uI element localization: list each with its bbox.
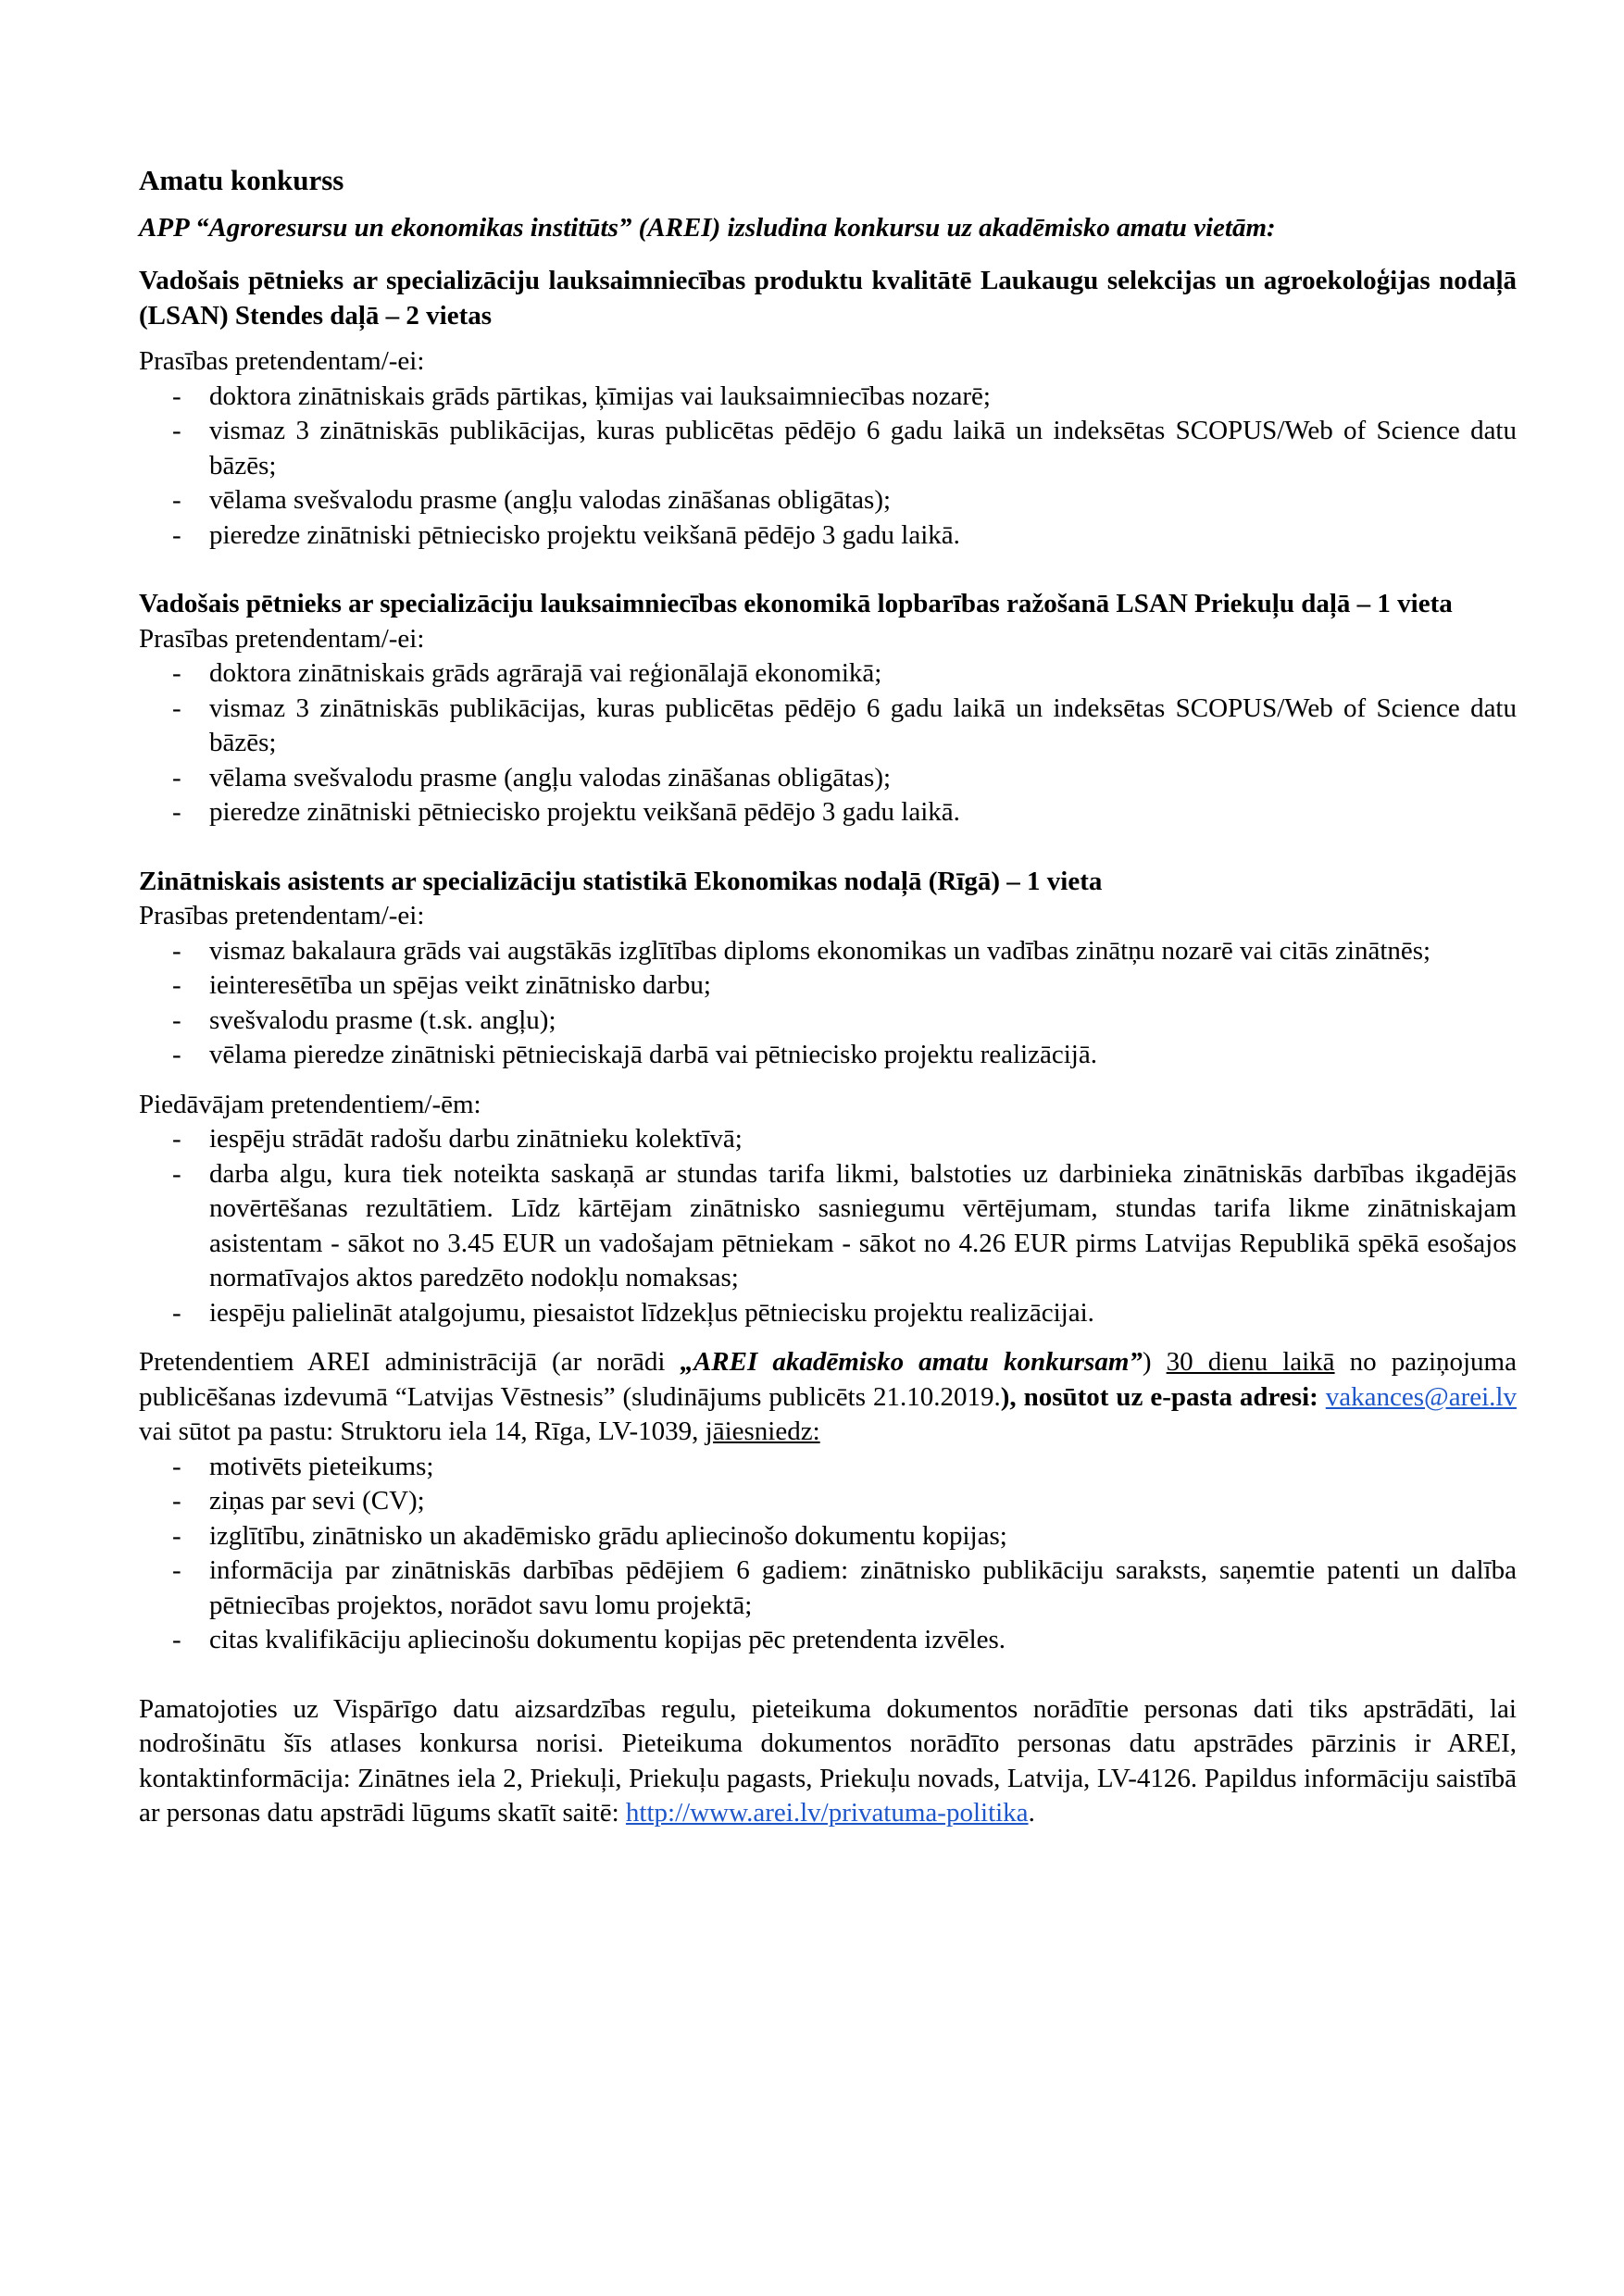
list-item: - izglītību, zinātnisko un akadēmisko grādu apliecinošo dokumentu kopijas; (139, 1519, 1517, 1554)
dash-marker: - (172, 658, 181, 688)
submit-label: jāiesniedz: (705, 1416, 820, 1446)
list-item: - vismaz 3 zinātniskās publikācijas, kuras publicētas pēdējo 6 gadu laikā un indeksētas SCOPUS/Web of Science datu bāzēs; (172, 416, 1517, 480)
dash-marker: - (172, 519, 181, 550)
list-item: - svešvalodu prasme (t.sk. angļu); (139, 1004, 1517, 1039)
list-item: - vismaz bakalaura grāds vai augstākās izglītības diploms ekonomikas un vadības zinātņu nozarē vai citās zinātnēs; (139, 934, 1517, 969)
requirements-label: Prasības pretendentam/-ei: (139, 346, 425, 376)
application-paragraph: Pretendentiem AREI administrācijā (ar norādi „AREI akadēmisko amatu konkursam”) 30 dienu laikā no paziņojuma publicēšanas izdevumā “Latvijas Vēstnesis” (sludinājums publicēts 21.10.2019.), nosūtot uz e-pasta adresi: vakances@arei.lv vai sūtot pa pastu: Struktoru iela 14, Rīga, LV-1039, jāiesniedz: (139, 1347, 1517, 1446)
lead-announcement: APP “Agroresursu un ekonomikas institūts” (AREI) izsludina konkursu uz akadēmisko amatu vietām: (139, 212, 1276, 243)
documents-list (139, 1450, 1517, 1658)
requirements-list (139, 934, 1517, 1073)
dash-marker: - (172, 1520, 181, 1551)
dash-marker: - (172, 693, 181, 723)
dash-marker: - (172, 381, 181, 411)
list-item: - vismaz 3 zinātniskās publikācijas, kuras publicētas pēdējo 6 gadu laikā un indeksētas SCOPUS/Web of Science datu bāzēs; (172, 693, 1517, 757)
dash-marker: - (172, 1158, 181, 1189)
offer-list (139, 1122, 1517, 1330)
position-section (139, 587, 1517, 830)
list-item: - iespēju strādāt radošu darbu zinātnieku kolektīvā; (139, 1122, 1517, 1157)
position-section (139, 865, 1517, 1073)
list-item: - pieredze zinātniski pētniecisko projektu veikšanā pēdējo 3 gadu laikā. (139, 795, 1517, 830)
document-page (139, 163, 1517, 1831)
list-item: - ieinteresētība un spējas veikt zinātnisko darbu; (139, 968, 1517, 1004)
dash-marker: - (172, 935, 181, 966)
email-link[interactable]: vakances@arei.lv (1325, 1381, 1517, 1412)
list-item: - pieredze zinātniski pētniecisko projektu veikšanā pēdējo 3 gadu laikā. (139, 518, 1517, 554)
position-title: Vadošais pētnieks ar specializāciju lauksaimniecības produktu kvalitātē Laukaugu selekcijas un agroekoloģijas nodaļā (LSAN) Stendes daļā – 2 vietas (139, 266, 1517, 331)
requirements-list (139, 380, 1517, 554)
position-title: Vadošais pētnieks ar specializāciju lauksaimniecības ekonomikā lopbarības ražošanā LSAN Priekuļu daļā – 1 vieta (139, 589, 1453, 618)
privacy-paragraph: Pamatojoties uz Vispārīgo datu aizsardzības regulu, pieteikuma dokumentos norādītie personas dati tiks apstrādāti, lai nodrošinātu šīs atlases konkursa norisi. Pieteikuma dokumentos norādīto personas datu apstrādes pārzinis ir AREI, kontaktinformācija: Zinātnes iela 2, Priekuļi, Priekuļu pagasts, Priekuļu novads, Latvija, LV-4126. Papildus informāciju saistībā ar personas datu apstrādi lūgums skatīt saitē: http://www.arei.lv/privatuma-politika. (139, 1693, 1517, 1828)
dash-marker: - (172, 797, 181, 827)
dash-marker: - (172, 416, 181, 445)
dash-marker: - (172, 1124, 181, 1154)
list-item: - ziņas par sevi (CV); (139, 1484, 1517, 1519)
dash-marker: - (172, 1555, 181, 1585)
list-item: - vēlama pieredze zinātniski pētnieciskajā darbā vai pētniecisko projektu realizācijā. (139, 1038, 1517, 1073)
deadline-text: 30 dienu laikā (1166, 1347, 1335, 1377)
dash-marker: - (172, 1040, 181, 1069)
list-item: - informācija par zinātniskās darbības pēdējiem 6 gadiem: zinātnisko publikāciju saraksts, saņemtie patenti un dalība pētniecības projektos, norādot savu lomu projektā; (172, 1555, 1517, 1620)
page-title: Amatu konkurss (139, 164, 344, 196)
privacy-policy-link[interactable]: http://www.arei.lv/privatuma-politika (625, 1798, 1029, 1828)
offer-label: Piedāvājam pretendentiem/-ēm: (139, 1089, 481, 1119)
subject-note: „AREI akadēmisko amatu konkursam” (680, 1347, 1143, 1377)
dash-marker: - (172, 1004, 181, 1035)
list-item: - darba algu, kura tiek noteikta saskaņā ar stundas tarifa likmi, balstoties uz darbinieka zinātniskās darbības ikgadējās novērtēšanas rezultātiem. Līdz kārtējam zinātnisko sasniegumu vērtējumam, stundas tarifa likme zinātniskajam asistentam - sākot no 3.45 EUR un vadošajam pētniekam - sākot no 4.26 EUR pirms Latvijas Republikā spēkā esošajos normatīvajos aktos paredzēto nodokļu nomaksas; (172, 1158, 1517, 1292)
list-item: - iespēju palielināt atalgojumu, piesaistot līdzekļus pētniecisku projektu realizācijai. (139, 1296, 1517, 1331)
dash-marker: - (172, 1486, 181, 1516)
list-item: - vēlama svešvalodu prasme (angļu valodas zināšanas obligātas); (139, 761, 1517, 796)
list-item: - citas kvalifikāciju apliecinošu dokumentu kopijas pēc pretendenta izvēles. (139, 1623, 1517, 1658)
requirements-list (139, 656, 1517, 830)
list-item: - doktora zinātniskais grāds pārtikas, ķīmijas vai lauksaimniecības nozarē; (139, 380, 1517, 415)
list-item: - vēlama svešvalodu prasme (angļu valodas zināšanas obligātas); (139, 483, 1517, 518)
dash-marker: - (172, 1625, 181, 1654)
requirements-label: Prasības pretendentam/-ei: (139, 623, 425, 654)
list-item: - doktora zinātniskais grāds agrārajā vai reģionālajā ekonomikā; (139, 656, 1517, 692)
dash-marker: - (172, 762, 181, 792)
position-section (139, 264, 1517, 553)
list-item: - motivēts pieteikums; (139, 1450, 1517, 1485)
position-title: Zinātniskais asistents ar specializāciju statistikā Ekonomikas nodaļā (Rīgā) – 1 vieta (139, 866, 1103, 896)
application-section (139, 1345, 1517, 1658)
dash-marker: - (172, 1297, 181, 1328)
offer-section (139, 1088, 1517, 1331)
dash-marker: - (172, 1451, 181, 1481)
dash-marker: - (172, 970, 181, 1000)
requirements-label: Prasības pretendentam/-ei: (139, 901, 425, 930)
dash-marker: - (172, 485, 181, 515)
